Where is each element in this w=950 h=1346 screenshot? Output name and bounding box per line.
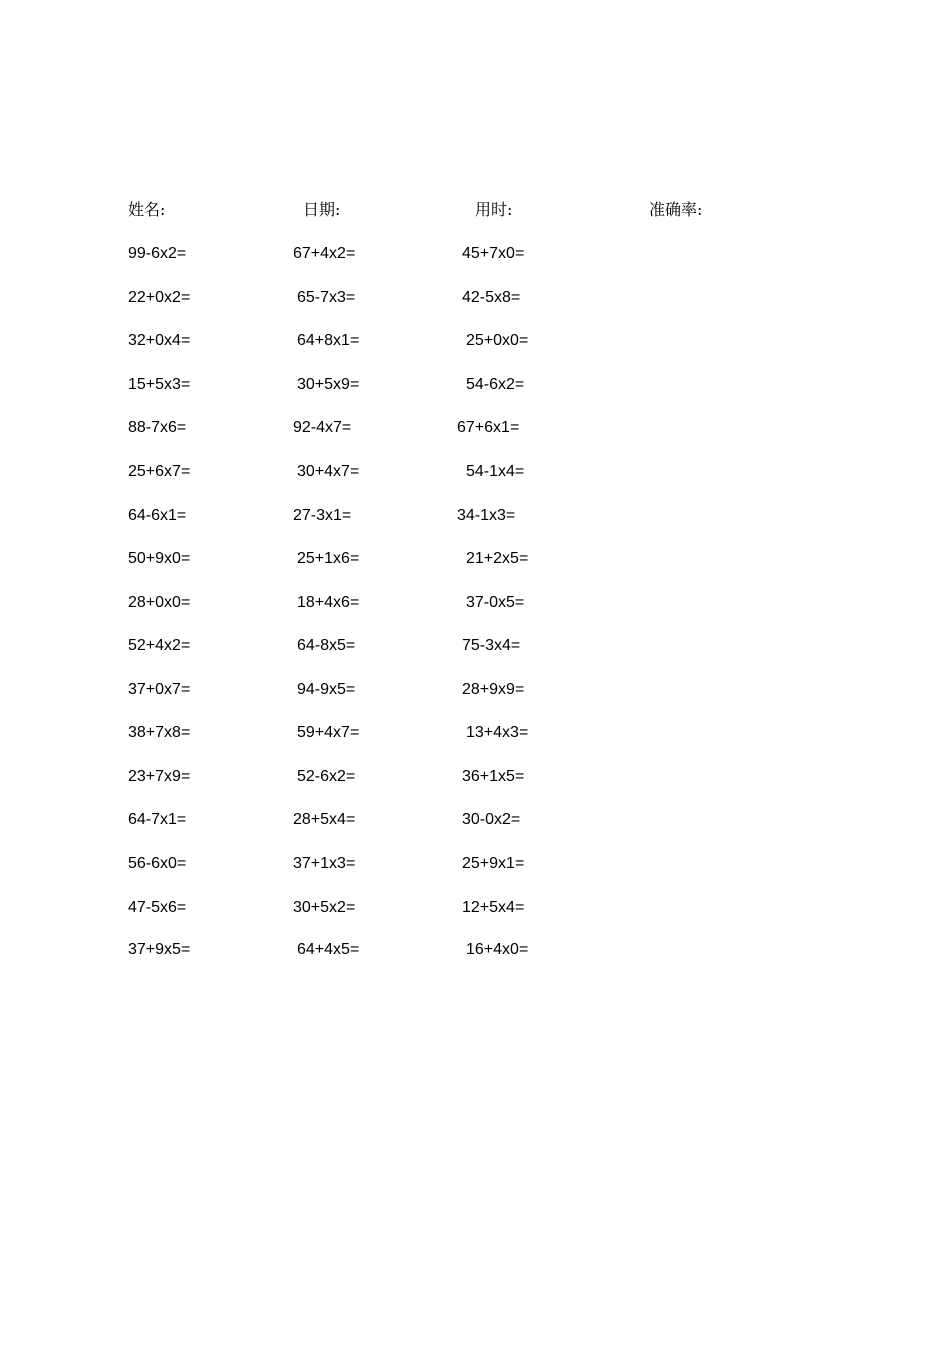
problem-item: 30-0x2= — [462, 811, 521, 828]
problem-item: 28+0x0= — [128, 594, 191, 611]
problem-item: 94-9x5= — [297, 681, 356, 698]
problem-item: 30+4x7= — [297, 463, 360, 480]
problem-item: 27-3x1= — [293, 507, 352, 524]
problem-item: 25+0x0= — [466, 332, 529, 349]
problem-item: 64+4x5= — [297, 941, 360, 958]
problem-item: 54-6x2= — [466, 376, 525, 393]
time-label: 用时: — [475, 200, 513, 219]
problem-item: 45+7x0= — [462, 245, 525, 262]
problem-item: 25+6x7= — [128, 463, 191, 480]
problem-item: 18+4x6= — [297, 594, 360, 611]
problem-item: 52+4x2= — [128, 637, 191, 654]
problem-item: 28+5x4= — [293, 811, 356, 828]
problem-item: 21+2x5= — [466, 550, 529, 567]
problem-item: 37+1x3= — [293, 855, 356, 872]
problem-item: 75-3x4= — [462, 637, 521, 654]
problem-item: 32+0x4= — [128, 332, 191, 349]
problem-item: 88-7x6= — [128, 419, 187, 436]
date-label: 日期: — [303, 200, 341, 219]
problem-item: 34-1x3= — [457, 507, 516, 524]
problem-item: 56-6x0= — [128, 855, 187, 872]
problem-item: 65-7x3= — [297, 289, 356, 306]
problem-item: 64+8x1= — [297, 332, 360, 349]
name-label: 姓名: — [128, 200, 166, 219]
problem-item: 15+5x3= — [128, 376, 191, 393]
problem-item: 59+4x7= — [297, 724, 360, 741]
problem-item: 25+9x1= — [462, 855, 525, 872]
problem-item: 99-6x2= — [128, 245, 187, 262]
problem-item: 67+4x2= — [293, 245, 356, 262]
problem-item: 30+5x9= — [297, 376, 360, 393]
problem-item: 54-1x4= — [466, 463, 525, 480]
problem-item: 38+7x8= — [128, 724, 191, 741]
problem-item: 13+4x3= — [466, 724, 529, 741]
problem-item: 64-6x1= — [128, 507, 187, 524]
problem-item: 22+0x2= — [128, 289, 191, 306]
problem-item: 37+0x7= — [128, 681, 191, 698]
problem-item: 50+9x0= — [128, 550, 191, 567]
problem-item: 92-4x7= — [293, 419, 352, 436]
problem-item: 67+6x1= — [457, 419, 520, 436]
problem-item: 37+9x5= — [128, 941, 191, 958]
problem-item: 37-0x5= — [466, 594, 525, 611]
problem-item: 12+5x4= — [462, 899, 525, 916]
accuracy-label: 准确率: — [649, 200, 703, 219]
problem-item: 30+5x2= — [293, 899, 356, 916]
problem-item: 42-5x8= — [462, 289, 521, 306]
problem-item: 64-8x5= — [297, 637, 356, 654]
problem-item: 52-6x2= — [297, 768, 356, 785]
problem-item: 28+9x9= — [462, 681, 525, 698]
problem-item: 25+1x6= — [297, 550, 360, 567]
problem-item: 64-7x1= — [128, 811, 187, 828]
problem-item: 36+1x5= — [462, 768, 525, 785]
problem-item: 23+7x9= — [128, 768, 191, 785]
problem-item: 47-5x6= — [128, 899, 187, 916]
problem-item: 16+4x0= — [466, 941, 529, 958]
